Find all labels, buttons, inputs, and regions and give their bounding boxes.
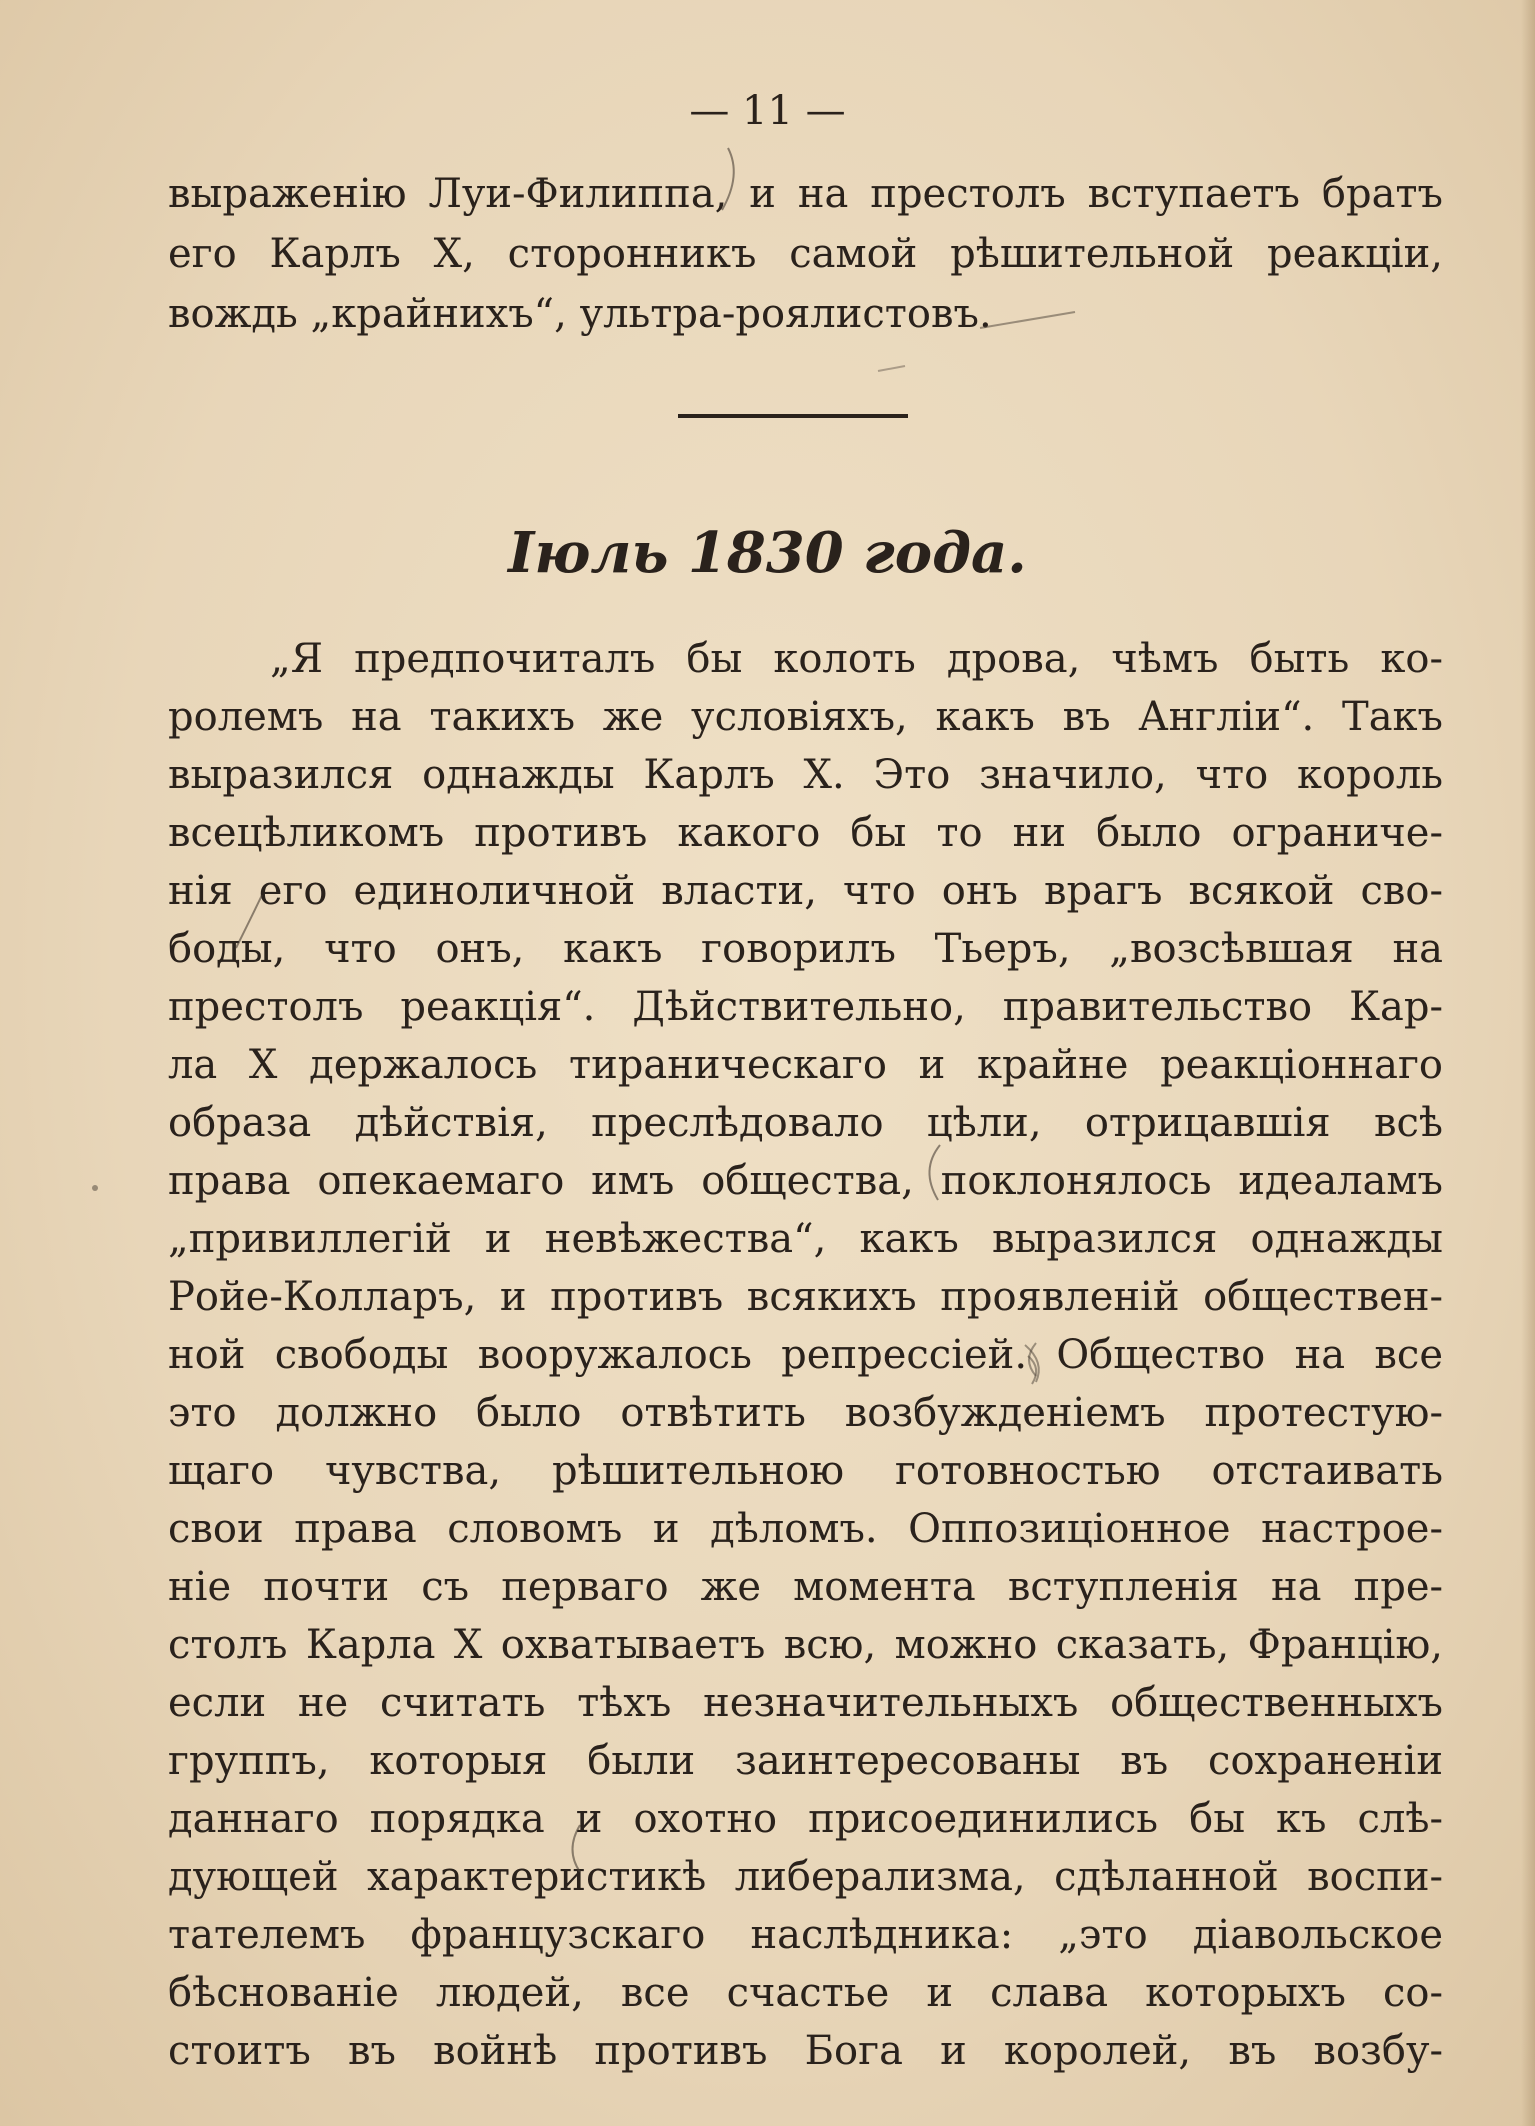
body-line: ніе почти съ перваго же момента вступленія на пре-	[168, 1564, 1443, 1610]
body-line: дующей характеристикѣ либерализма, сдѣланной воспи-	[168, 1854, 1443, 1900]
body-line: „Я предпочиталъ бы колоть дрова, чѣмъ быть ко-	[270, 636, 1443, 682]
body-line: нія его единоличной власти, что онъ врагъ всякой сво-	[168, 868, 1443, 914]
body-line: если не считать тѣхъ незначительныхъ общественныхъ	[168, 1680, 1443, 1726]
body-line: щаго чувства, рѣшительною готовностью отстаивать	[168, 1448, 1443, 1494]
body-line: Ройе-Колларъ, и противъ всякихъ проявленій обществен-	[168, 1274, 1443, 1320]
top-text-line-2: его Карлъ X, сторонникъ самой рѣшительной реакціи,	[168, 231, 1443, 277]
body-line: боды, что онъ, какъ говорилъ Тьеръ, „возсѣвшая на	[168, 926, 1443, 972]
top-text-line-3: вождь „крайнихъ“, ультра-роялистовъ.	[168, 291, 992, 337]
body-line: выразился однажды Карлъ X. Это значило, что король	[168, 752, 1443, 798]
top-text-line-1: выраженію Луи-Филиппа, и на престолъ вступаетъ братъ	[168, 171, 1443, 217]
body-line: столъ Карла X охватываетъ всю, можно сказать, Францію,	[168, 1622, 1443, 1668]
page-number: — 11 —	[689, 88, 846, 134]
body-line: бѣснованіе людей, все счастье и слава которыхъ со-	[168, 1970, 1443, 2016]
body-line: это должно было отвѣтить возбужденіемъ протестую-	[168, 1390, 1443, 1436]
chapter-heading: Іюль 1830 года.	[508, 520, 1027, 586]
body-line: „привиллегій и невѣжества“, какъ выразился однажды	[168, 1216, 1443, 1262]
body-line: права опекаемаго имъ общества, поклонялось идеаламъ	[168, 1158, 1443, 1204]
body-line: ной свободы вооружалось репрессіей. Общество на все	[168, 1332, 1443, 1378]
body-line: ла X держалось тираническаго и крайне реакціоннаго	[168, 1042, 1443, 1088]
body-line: ролемъ на такихъ же условіяхъ, какъ въ Англіи“. Такъ	[168, 694, 1443, 740]
body-line: престолъ реакція“. Дѣйствительно, правительство Кар-	[168, 984, 1443, 1030]
body-line: свои права словомъ и дѣломъ. Оппозиціонное настрое-	[168, 1506, 1443, 1552]
body-line: образа дѣйствія, преслѣдовало цѣли, отрицавшія всѣ	[168, 1100, 1443, 1146]
body-line: всецѣликомъ противъ какого бы то ни было ограниче-	[168, 810, 1443, 856]
body-line: стоитъ въ войнѣ противъ Бога и королей, въ возбу-	[168, 2028, 1443, 2074]
body-line: даннаго порядка и охотно присоединились бы къ слѣ-	[168, 1796, 1443, 1842]
body-line: тателемъ французскаго наслѣдника: „это діавольское	[168, 1912, 1443, 1958]
body-line: группъ, которыя были заинтересованы въ сохраненіи	[168, 1738, 1443, 1784]
